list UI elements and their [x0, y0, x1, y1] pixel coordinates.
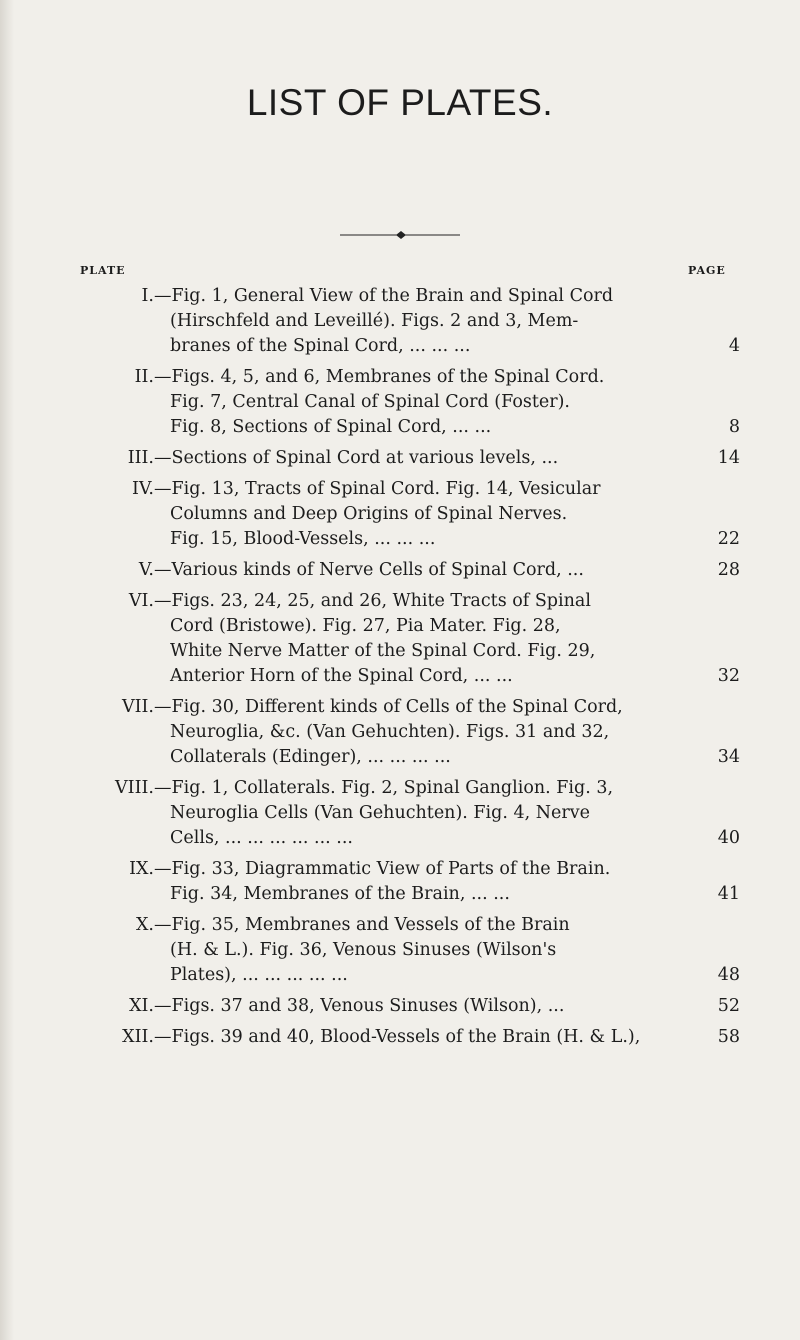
page-number: 58: [717, 1027, 740, 1047]
description-line: Columns and Deep Origins of Spinal Nerves.: [170, 504, 568, 524]
page-number: 28: [717, 560, 740, 580]
plate-number: XII.: [122, 1027, 154, 1047]
page-number: 48: [717, 965, 740, 985]
page-number: 52: [717, 996, 740, 1016]
page-column-header: PAGE: [688, 264, 726, 277]
plate-number: IV.: [131, 479, 154, 499]
description-line: Fig. 15, Blood-Vessels, ... ... ...: [170, 529, 436, 549]
divider-ornament: [340, 228, 460, 242]
description-line: (Hirschfeld and Leveillé). Figs. 2 and 3, Mem-: [170, 311, 579, 331]
description-line: White Nerve Matter of the Spinal Cord. Fig. 29,: [170, 641, 596, 661]
description-line: —Figs. 4, 5, and 6, Membranes of the Spinal Cord.: [154, 367, 605, 387]
plate-description: [154, 589, 674, 689]
page-title: LIST OF PLATES.: [246, 82, 554, 123]
plate-entry: [60, 558, 750, 583]
plate-number: III.: [127, 448, 154, 468]
description-line: —Figs. 39 and 40, Blood-Vessels of the Brain (H. & L.),: [154, 1027, 641, 1047]
plate-entry: [60, 994, 750, 1019]
description-line: —Fig. 30, Different kinds of Cells of the Spinal Cord,: [154, 697, 623, 717]
description-line: Collaterals (Edinger), ... ... ... ...: [170, 747, 451, 767]
description-line: —Fig. 35, Membranes and Vessels of the Brain: [154, 915, 570, 935]
plate-entry: [60, 446, 750, 471]
plate-description: [154, 695, 674, 770]
plate-number: VI.: [128, 591, 154, 611]
description-line: —Fig. 33, Diagrammatic View of Parts of the Brain.: [154, 859, 611, 879]
plate-column-header: PLATE: [80, 264, 126, 277]
page-number: 8: [728, 417, 740, 437]
description-line: (H. & L.). Fig. 36, Venous Sinuses (Wilson's: [170, 940, 557, 960]
description-line: —Figs. 37 and 38, Venous Sinuses (Wilson), ...: [154, 996, 565, 1016]
plate-entry: [60, 589, 750, 689]
plate-entry: [60, 913, 750, 988]
description-line: Cells, ... ... ... ... ... ...: [170, 828, 353, 848]
plate-number: I.: [141, 286, 154, 306]
plate-number: IX.: [129, 859, 154, 879]
plate-number: VIII.: [115, 778, 154, 798]
page-number: 34: [717, 747, 740, 767]
plate-description: [154, 365, 674, 440]
description-line: Cord (Bristowe). Fig. 27, Pia Mater. Fig. 28,: [170, 616, 561, 636]
plate-description: [154, 857, 674, 907]
description-line: Neuroglia, &c. (Van Gehuchten). Figs. 31 and 32,: [170, 722, 610, 742]
plate-description: [154, 477, 674, 552]
plate-number: XI.: [129, 996, 154, 1016]
page-number: 4: [728, 336, 740, 356]
description-line: —Fig. 13, Tracts of Spinal Cord. Fig. 14, Vesicular: [154, 479, 601, 499]
plate-description: [154, 446, 674, 471]
plate-description: [154, 1025, 674, 1050]
page-number: 32: [717, 666, 740, 686]
plate-number: VII.: [121, 697, 154, 717]
description-line: —Various kinds of Nerve Cells of Spinal Cord, ...: [154, 560, 584, 580]
plate-description: [154, 994, 674, 1019]
plate-entry: [60, 477, 750, 552]
plate-number: X.: [135, 915, 154, 935]
plate-description: [154, 776, 674, 851]
plate-entry: [60, 776, 750, 851]
plate-entry: [60, 857, 750, 907]
plate-entry: [60, 1025, 750, 1050]
description-line: —Fig. 1, Collaterals. Fig. 2, Spinal Ganglion. Fig. 3,: [154, 778, 614, 798]
page-number: 40: [717, 828, 740, 848]
plate-entry: [60, 365, 750, 440]
description-line: Plates), ... ... ... ... ...: [170, 965, 348, 985]
page-number: 41: [717, 884, 740, 904]
page-number: 14: [717, 448, 740, 468]
page-edge-shadow: [0, 0, 14, 1340]
plate-entry: [60, 284, 750, 359]
plate-entry: [60, 695, 750, 770]
description-line: Fig. 34, Membranes of the Brain, ... ...: [170, 884, 510, 904]
plate-description: [154, 558, 674, 583]
description-line: —Figs. 23, 24, 25, and 26, White Tracts of Spinal: [154, 591, 591, 611]
description-line: Neuroglia Cells (Van Gehuchten). Fig. 4, Nerve: [170, 803, 591, 823]
plate-description: [154, 913, 674, 988]
description-line: branes of the Spinal Cord, ... ... ...: [170, 336, 471, 356]
description-line: Fig. 8, Sections of Spinal Cord, ... ...: [170, 417, 492, 437]
page-number: 22: [717, 529, 740, 549]
plates-list: [60, 284, 750, 1056]
description-line: Fig. 7, Central Canal of Spinal Cord (Foster).: [170, 392, 570, 412]
description-line: —Sections of Spinal Cord at various levels, ...: [154, 448, 559, 468]
plate-number: II.: [134, 367, 154, 387]
plate-number: V.: [138, 560, 154, 580]
plate-description: [154, 284, 674, 359]
description-line: Anterior Horn of the Spinal Cord, ... ...: [170, 666, 513, 686]
description-line: —Fig. 1, General View of the Brain and Spinal Cord: [154, 286, 614, 306]
